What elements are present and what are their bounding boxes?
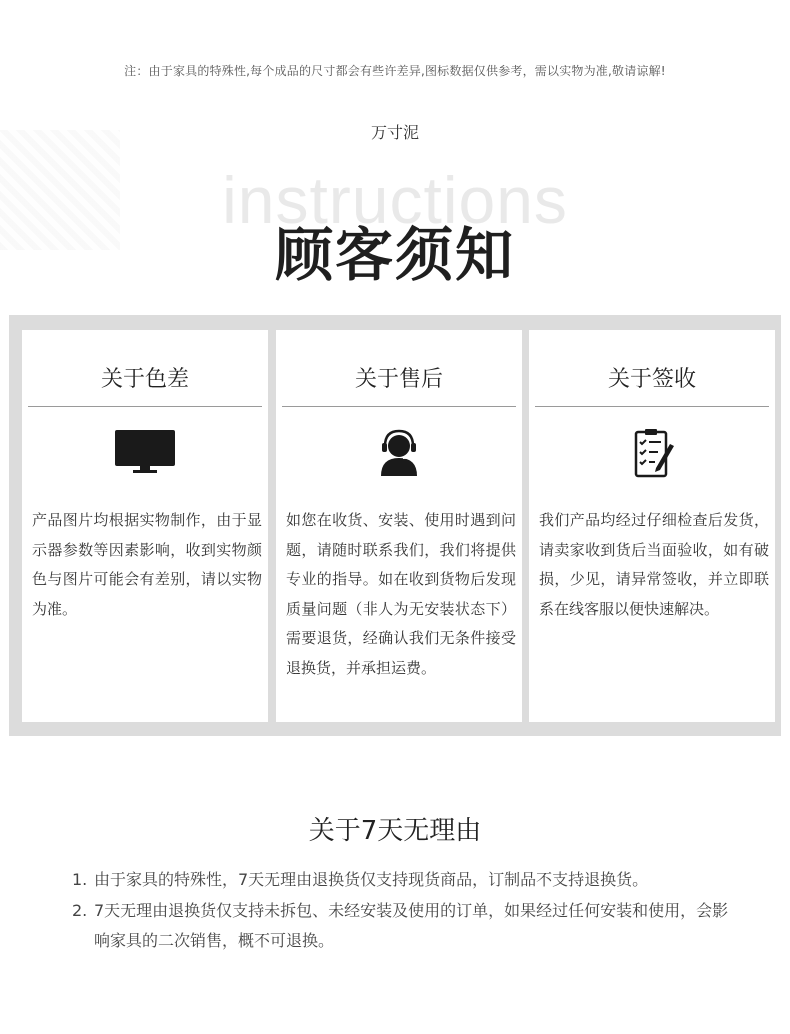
card-signing <box>529 330 775 722</box>
monitor-icon <box>113 428 177 478</box>
card-text: 如您在收货、安装、使用时遇到问题，请随时联系我们，我们将提供专业的指导。如在收到货物后发现质量问题（非人为无安装状态下）需要退货，经确认我们无条件接受退换货，并承担运费。 <box>286 511 516 677</box>
brand-name: 万寸泥 <box>370 123 419 142</box>
seven-day-return-title: 关于7天无理由 <box>308 816 482 846</box>
card-divider <box>535 406 769 407</box>
background-word: instructions <box>222 163 568 237</box>
card-text: 我们产品均经过仔细检查后发货，请卖家收到货后当面验收，如有破损，少见，请异常签收，并立即联系在线客服以便快速解决。 <box>539 511 769 618</box>
card-after-sales <box>276 330 522 722</box>
card-color-difference <box>22 330 268 722</box>
card-divider <box>28 406 262 407</box>
rule-number: 1. <box>72 870 88 889</box>
customer-service-headset-icon <box>367 428 431 478</box>
rule-number: 2. <box>72 901 88 920</box>
page-title: 顾客须知 <box>274 221 515 289</box>
card-title: 关于签收 <box>607 367 696 392</box>
card-text: 产品图片均根据实物制作，由于显示器参数等因素影响，收到实物颜色与图片可能会有差别，请以实物为准。 <box>32 511 262 618</box>
rule-item <box>72 896 732 956</box>
rule-text: 由于家具的特殊性，7天无理由退换货仅支持现货商品，订制品不支持退换货。 <box>94 870 649 889</box>
rule-text: 7天无理由退换货仅支持未拆包、未经安装及使用的订单，如果经过任何安装和使用，会影响家具的二次销售，概不可退换。 <box>94 901 729 950</box>
clipboard-checklist-icon <box>620 428 684 478</box>
card-title: 关于色差 <box>100 367 189 392</box>
rule-item <box>72 865 732 895</box>
card-divider <box>282 406 516 407</box>
card-title: 关于售后 <box>354 367 443 392</box>
disclaimer-note: 注：由于家具的特殊性,每个成品的尺寸都会有些许差异,图标数据仅供参考，需以实物为准,敬请谅解! <box>124 64 666 78</box>
